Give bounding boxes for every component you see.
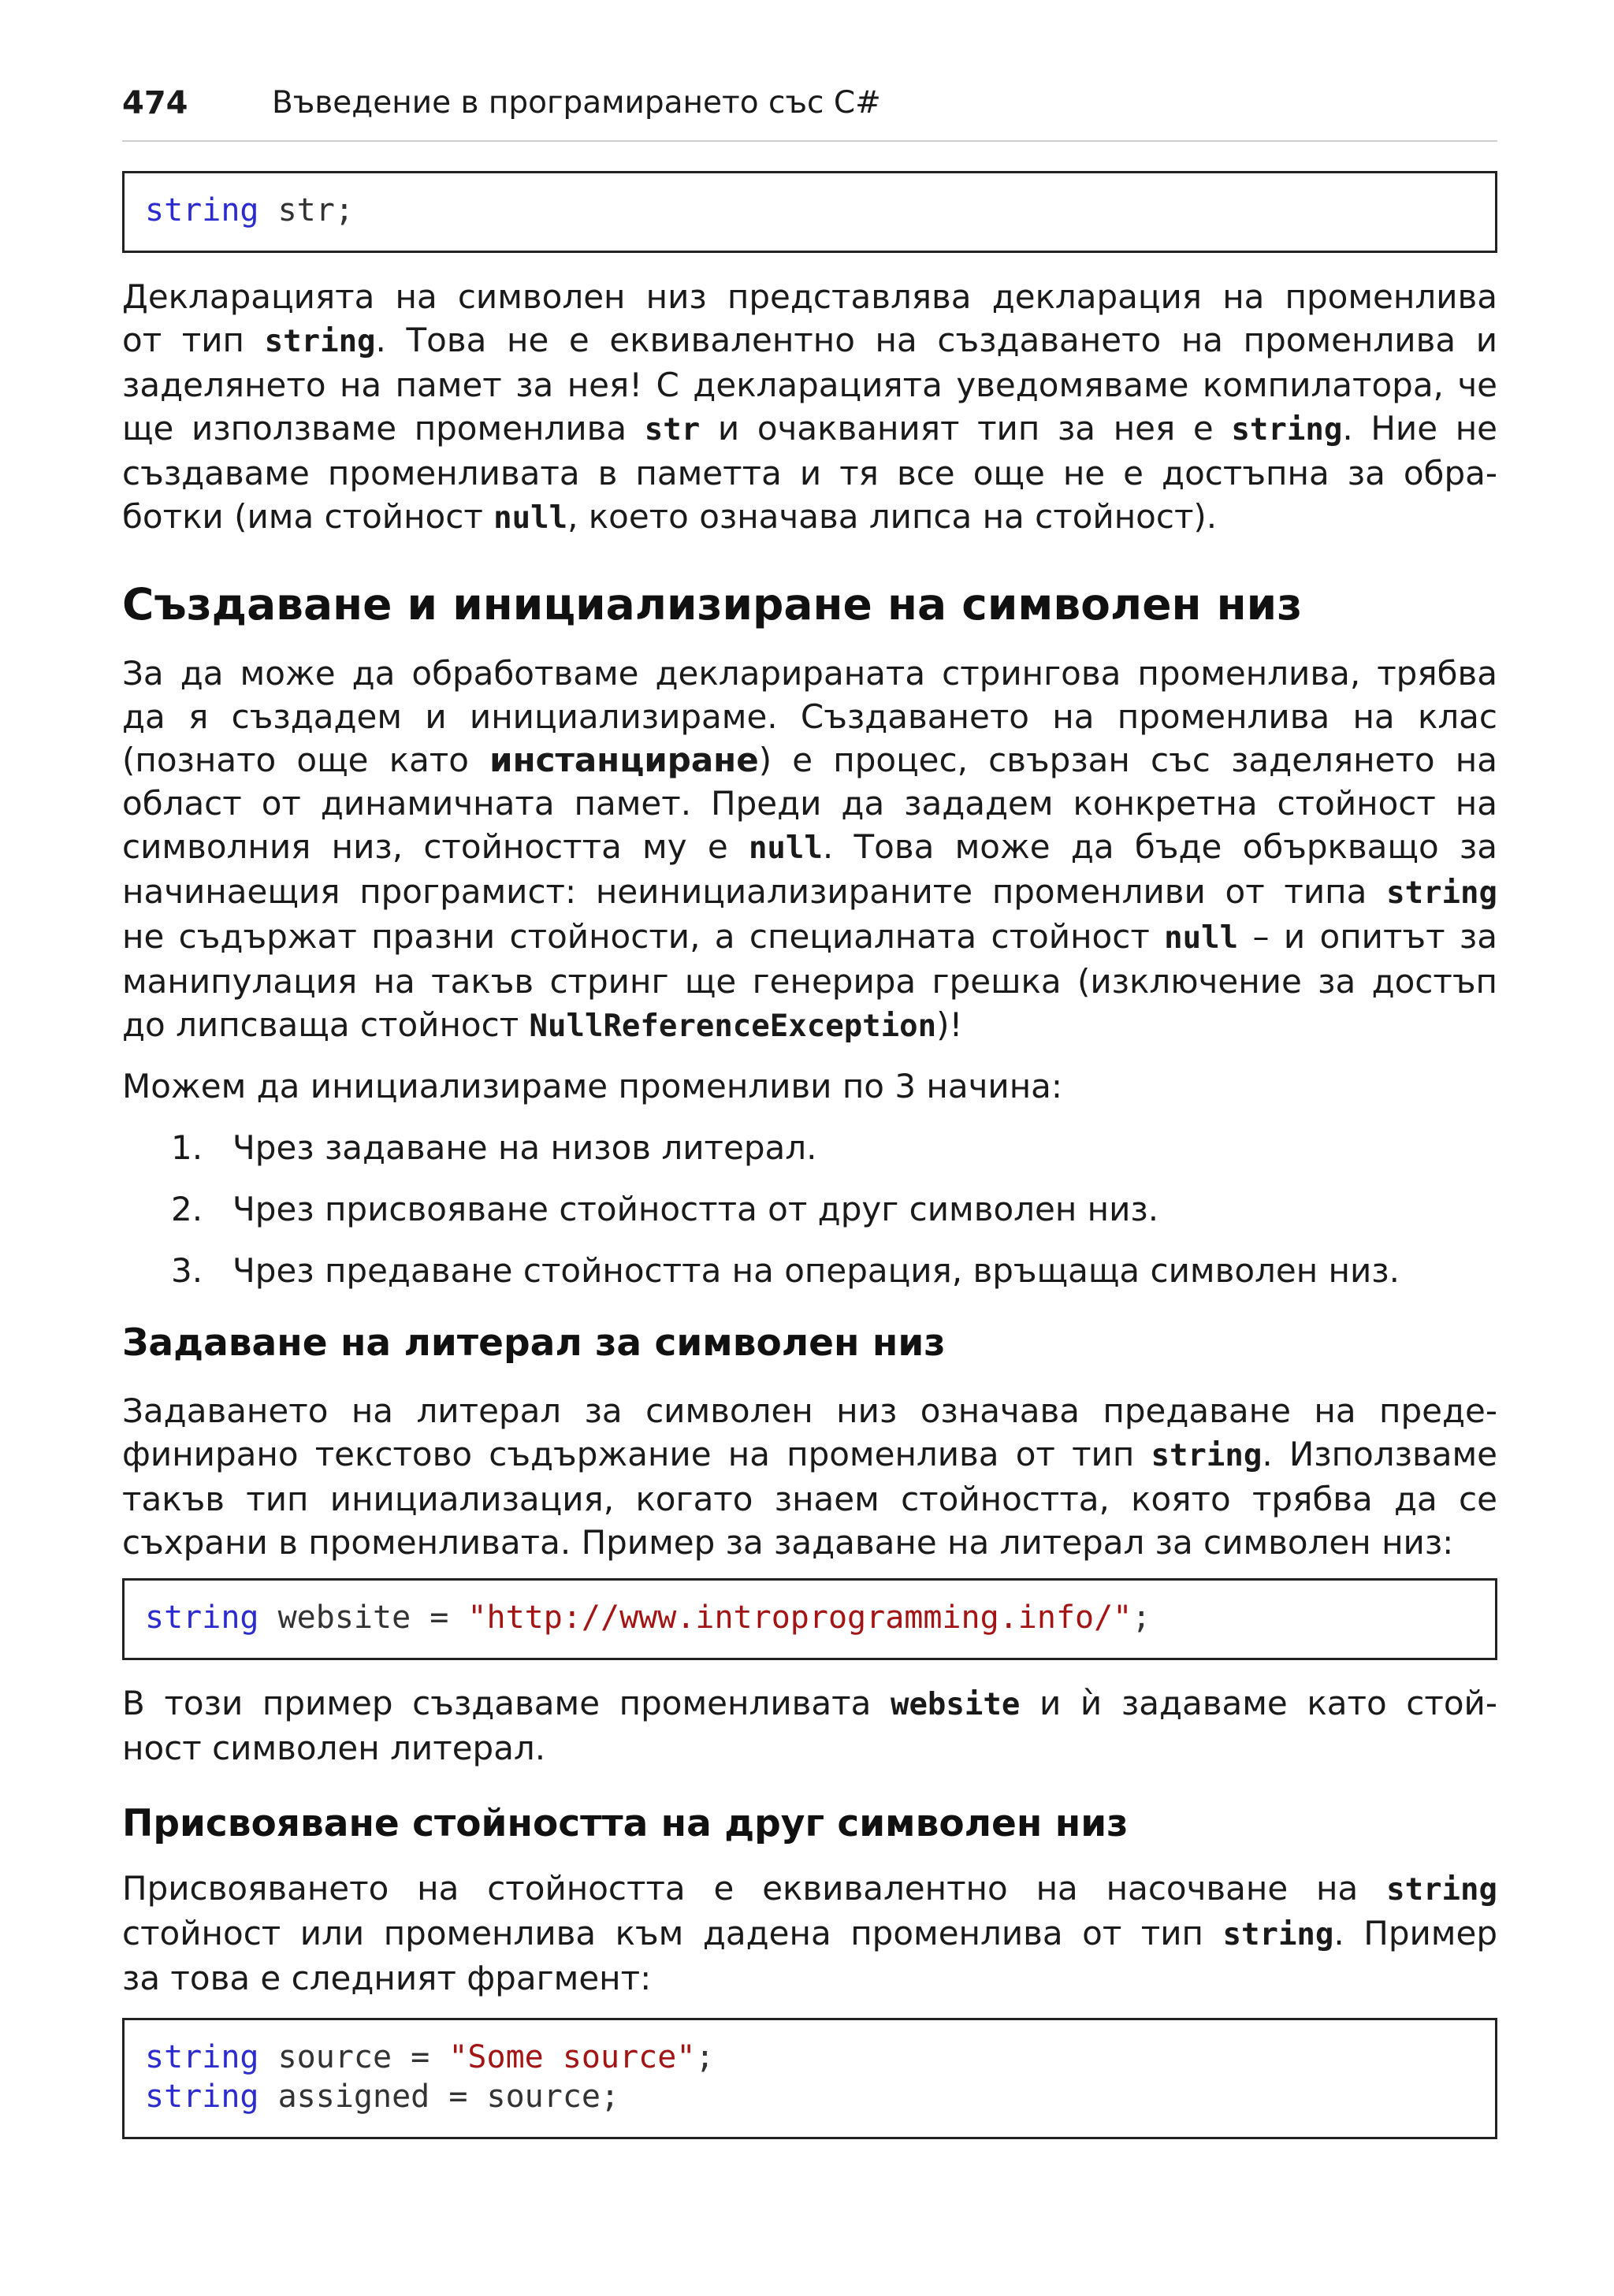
page-header bbox=[122, 77, 1497, 142]
paragraph-initialization bbox=[122, 652, 1497, 1048]
bold-term: инстанциране bbox=[489, 741, 759, 779]
text-line: Задаването на литерал за символен низ означава предаване на преде- bbox=[122, 1391, 1497, 1430]
list-item: 1. Чрез задаване на низов литерал. bbox=[171, 1128, 817, 1167]
text-line: да я създадем и инициализираме. Създаването на променлива на клас bbox=[122, 697, 1497, 736]
text-line: Декларацията на символен низ представлява декларация на променлива bbox=[122, 277, 1497, 316]
inline-code: null bbox=[748, 830, 823, 866]
text-line: заделянето на памет за нея! С декларацията уведомяваме компилатора, че bbox=[122, 366, 1497, 404]
text-line: такъв тип инициализация, когато знаем стойността, която трябва да се bbox=[122, 1480, 1497, 1518]
text-line: В този пример създаваме променливата website и ѝ задаваме като стой- bbox=[122, 1684, 1497, 1722]
paragraph-literal bbox=[122, 1389, 1497, 1564]
text-line: стойност или променлива към дадена променлива от тип string. Пример bbox=[122, 1914, 1497, 1952]
text-line: ност символен литерал. bbox=[122, 1729, 546, 1767]
paragraph-assignment bbox=[122, 1867, 1497, 2000]
inline-code: string bbox=[264, 324, 376, 359]
paragraph-literal-explanation bbox=[122, 1681, 1497, 1770]
text-line: не съдържат празни стойности, а специалната стойност null – и опитът за bbox=[122, 917, 1497, 956]
inline-code: str bbox=[644, 412, 701, 448]
text-line: област от динамичната памет. Преди да зададем конкретна стойност на bbox=[122, 784, 1497, 823]
inline-code: null bbox=[1164, 920, 1239, 956]
code-block-literal: string website = "http://www.introprogramming.info/"; bbox=[122, 1578, 1497, 1660]
inline-code: string bbox=[1222, 1917, 1334, 1952]
text-line: съхрани в променливата. Пример за задаване на литерал за символен низ: bbox=[122, 1523, 1454, 1562]
subsection-heading: Присвояване стойността на друг символен низ bbox=[122, 1802, 1129, 1845]
running-title: Въведение в програмирането със C# bbox=[272, 85, 881, 121]
text-line: начинаещия програмист: неинициализираните променливи от типа string bbox=[122, 872, 1497, 911]
list-item: 3. Чрез предаване стойността на операция, връщаща символен низ. bbox=[171, 1251, 1400, 1290]
code-keyword: string bbox=[145, 192, 259, 228]
text-line: създаваме променливата в паметта и тя все още не е достъпна за обра- bbox=[122, 454, 1497, 492]
inline-code: null bbox=[493, 500, 568, 536]
list-item: 2. Чрез присвояване стойността от друг символен низ. bbox=[171, 1190, 1159, 1228]
inline-code: string bbox=[1151, 1438, 1263, 1473]
inline-code: website bbox=[890, 1687, 1021, 1722]
inline-code: NullReferenceException bbox=[529, 1009, 937, 1044]
text-line: ще използваме променлива str и очакваният тип за нея е string. Ние не bbox=[122, 409, 1497, 448]
text-line: Присвояването на стойността е еквивалентно на насочване на string bbox=[122, 1869, 1497, 1908]
section-heading: Създаване и инициализиране на символен низ bbox=[122, 579, 1303, 630]
subsection-heading: Задаване на литерал за символен низ bbox=[122, 1321, 946, 1365]
text-line: финирано текстово съдържание на променлива от тип string. Използваме bbox=[122, 1435, 1497, 1473]
text-line: за това е следният фрагмент: bbox=[122, 1959, 652, 1997]
text-line: (познато още като инстанциране) е процес, свързан със заделянето на bbox=[122, 741, 1497, 779]
code-block-assignment: string source = "Some source"; string assigned = source; bbox=[122, 2018, 1497, 2139]
paragraph-declaration bbox=[122, 275, 1497, 540]
paragraph-methods-intro: Можем да инициализираме променливи по 3 начина: bbox=[122, 1067, 1063, 1105]
text-line: За да може да обработваме декларираната стрингова променлива, трябва bbox=[122, 654, 1497, 693]
page-number: 474 bbox=[122, 85, 188, 121]
inline-code: string bbox=[1386, 1872, 1497, 1908]
inline-code: string bbox=[1231, 412, 1343, 448]
code-text: str; bbox=[258, 192, 354, 228]
inline-code: string bbox=[1386, 875, 1497, 911]
text-line: от тип string. Това не е еквивалентно на създаването на променлива и bbox=[122, 321, 1498, 359]
text-line: ботки (има стойност null, което означава липса на стойност). bbox=[122, 497, 1218, 536]
text-line: до липсваща стойност NullReferenceException)! bbox=[122, 1005, 963, 1044]
code-block-declaration bbox=[122, 171, 1497, 253]
text-line: манипулация на такъв стринг ще генерира грешка (изключение за достъп bbox=[122, 962, 1497, 1001]
text-line: символния низ, стойността му е null. Това може да бъде объркващо за bbox=[122, 827, 1497, 866]
